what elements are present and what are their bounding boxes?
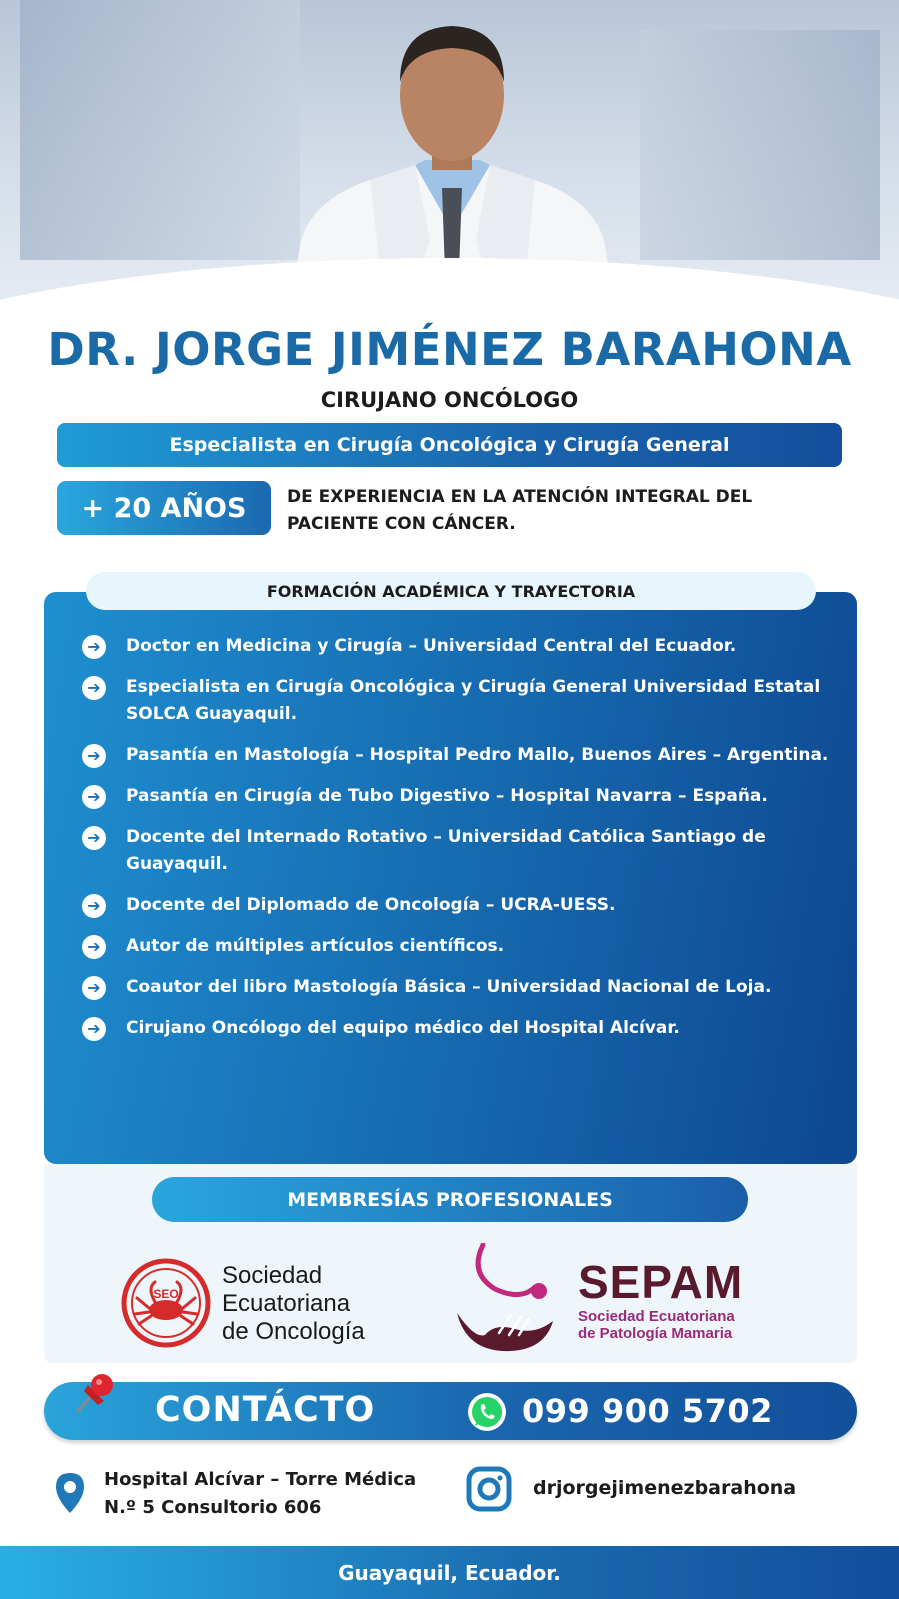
list-item-text: Pasantía en Mastología – Hospital Pedro Mallo, Buenos Aires – Argentina. bbox=[126, 745, 829, 765]
list-item bbox=[82, 1015, 842, 1042]
phone-number[interactable]: 099 900 5702 bbox=[522, 1392, 773, 1430]
address bbox=[104, 1466, 416, 1522]
sepam-name: SEPAM bbox=[578, 1256, 744, 1308]
location-pin-icon bbox=[54, 1472, 86, 1514]
arrow-right-circle-icon: ➔ bbox=[82, 635, 106, 659]
arrow-right-circle-icon: ➔ bbox=[82, 744, 106, 768]
arrow-right-circle-icon: ➔ bbox=[82, 1017, 106, 1041]
specialty-banner: Especialista en Cirugía Oncológica y Cirugía General bbox=[57, 423, 842, 467]
seo-logo bbox=[121, 1258, 211, 1348]
background-blur-right bbox=[640, 30, 880, 260]
arrow-right-circle-icon: ➔ bbox=[82, 976, 106, 1000]
list-item-text: Coautor del libro Mastología Básica – Universidad Nacional de Loja. bbox=[126, 977, 772, 997]
arrow-right-circle-icon: ➔ bbox=[82, 894, 106, 918]
list-item-text: Especialista en Cirugía Oncológica y Cirugía General Universidad Estatal SOLCA Guayaquil. bbox=[126, 677, 821, 724]
hero-curve bbox=[0, 258, 899, 310]
list-item-text: Autor de múltiples artículos científicos. bbox=[126, 936, 505, 956]
sepam-subtitle bbox=[578, 1308, 735, 1342]
education-heading: FORMACIÓN ACADÉMICA Y TRAYECTORIA bbox=[86, 572, 816, 610]
list-item bbox=[82, 933, 842, 960]
list-item-text: Doctor en Medicina y Cirugía – Universidad Central del Ecuador. bbox=[126, 636, 737, 656]
list-item-text: Docente del Diplomado de Oncología – UCRA-UESS. bbox=[126, 895, 616, 915]
arrow-right-circle-icon: ➔ bbox=[82, 935, 106, 959]
list-item bbox=[82, 974, 842, 1001]
whatsapp-icon[interactable] bbox=[467, 1392, 507, 1432]
experience-text: DE EXPERIENCIA EN LA ATENCIÓN INTEGRAL DEL PACIENTE CON CÁNCER. bbox=[287, 487, 753, 534]
doctor-name: DR. JORGE JIMÉNEZ BARAHONA bbox=[47, 323, 852, 376]
arrow-right-circle-icon: ➔ bbox=[82, 826, 106, 850]
address-line1: Hospital Alcívar – Torre Médica bbox=[104, 1469, 417, 1490]
arrow-right-circle-icon: ➔ bbox=[82, 676, 106, 700]
background-blur-left bbox=[20, 0, 300, 260]
list-item-text: Cirujano Oncólogo del equipo médico del Hospital Alcívar. bbox=[126, 1018, 680, 1038]
memberships-heading: MEMBRESÍAS PROFESIONALES bbox=[152, 1177, 748, 1222]
sepam-logo bbox=[455, 1243, 565, 1355]
seo-logo-text: SEO bbox=[153, 1287, 179, 1301]
list-item bbox=[82, 783, 842, 810]
doctor-title: CIRUJANO ONCÓLOGO bbox=[320, 388, 579, 412]
list-item-text: Pasantía en Cirugía de Tubo Digestivo – Hospital Navarra – España. bbox=[126, 786, 768, 806]
contact-label: CONTÁCTO bbox=[155, 1390, 376, 1430]
sepam-subtitle-line2: de Patología Mamaria bbox=[578, 1325, 733, 1342]
education-list bbox=[82, 633, 842, 1056]
list-item bbox=[82, 674, 842, 728]
seo-name bbox=[222, 1262, 365, 1346]
seo-name-line2: Ecuatoriana bbox=[222, 1290, 351, 1317]
arrow-right-circle-icon: ➔ bbox=[82, 785, 106, 809]
experience-badge: + 20 AÑOS bbox=[57, 481, 271, 535]
list-item bbox=[82, 742, 842, 769]
list-item-text: Docente del Internado Rotativo – Universidad Católica Santiago de Guayaquil. bbox=[126, 827, 766, 874]
pushpin-icon bbox=[70, 1371, 118, 1417]
list-item bbox=[82, 824, 842, 878]
list-item bbox=[82, 892, 842, 919]
instagram-handle[interactable]: drjorgejimenezbarahona bbox=[533, 1477, 797, 1499]
list-item bbox=[82, 633, 842, 660]
footer-city: Guayaquil, Ecuador. bbox=[0, 1546, 899, 1599]
sepam-subtitle-line1: Sociedad Ecuatoriana bbox=[578, 1308, 735, 1325]
seo-name-line1: Sociedad bbox=[222, 1262, 323, 1289]
address-line2: N.º 5 Consultorio 606 bbox=[104, 1497, 322, 1518]
instagram-icon[interactable] bbox=[466, 1466, 512, 1512]
seo-name-line3: de Oncología bbox=[222, 1318, 365, 1345]
hero-banner bbox=[0, 0, 899, 310]
